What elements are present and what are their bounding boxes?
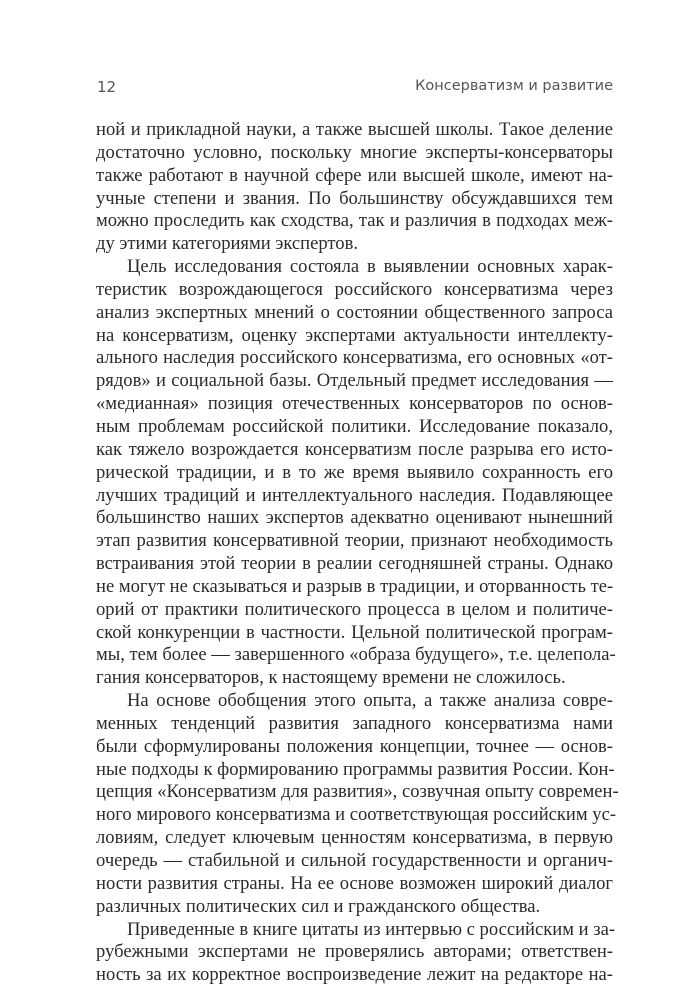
paragraph bbox=[96, 256, 616, 690]
text-line: учные степени и звания. По большинству обсуждавшихся тем bbox=[96, 187, 613, 209]
running-title: Консерватизм и развитие bbox=[415, 78, 613, 94]
text-line: также работают в научной сфере или высшей школе, имеют на- bbox=[96, 164, 613, 186]
text-line: На основе обобщения этого опыта, а также анализа совре- bbox=[127, 690, 613, 712]
text-line: ного мирового консерватизма и соответствующая российским ус- bbox=[96, 804, 617, 826]
paragraph bbox=[96, 690, 619, 918]
text-line: встраивания этой теории в реалии сегодняшней страны. Однако bbox=[96, 553, 613, 575]
page-number: 12 bbox=[97, 78, 117, 96]
text-line: «медианная» позиция отечественных консерваторов по основ- bbox=[96, 393, 613, 415]
paragraph bbox=[96, 119, 613, 256]
text-line: на консерватизм, оценку экспертами актуальности интеллекту- bbox=[96, 324, 613, 346]
text-line: рубежными экспертами не проверялись авторами; ответствен- bbox=[96, 941, 613, 963]
text-line: Цель исследования состояла в выявлении основных харак- bbox=[127, 256, 613, 278]
text-line: достаточно условно, поскольку многие эксперты-консерваторы bbox=[96, 141, 613, 163]
text-line: не могут не сказываться и разрыв в традиции, и оторванность те- bbox=[96, 575, 614, 597]
paragraph bbox=[96, 918, 616, 988]
text-line: были сформулированы положения концепции, точнее — основ- bbox=[96, 735, 613, 757]
text-line: большинство наших экспертов адекватно оценивают нынешний bbox=[96, 507, 613, 529]
text-line: этап развития консервативной теории, признают необходимость bbox=[96, 530, 613, 552]
text-line: как тяжело возрождается консерватизм после разрыва его исто- bbox=[96, 438, 613, 460]
text-line: ской конкуренции в частности. Цельной политической програм- bbox=[96, 621, 613, 643]
text-line: гания консерваторов, к настоящему времени не сложилось. bbox=[96, 667, 566, 689]
text-line: мы, тем более — завершенного «образа будущего», т.е. целепола- bbox=[96, 644, 616, 666]
text-line: ным проблемам российской политики. Исследование показало, bbox=[96, 415, 613, 437]
text-line: ной и прикладной науки, а также высшей школы. Такое деление bbox=[96, 119, 613, 140]
text-line: различных политических сил и гражданского общества. bbox=[96, 895, 541, 917]
text-line: теристик возрождающегося российского консерватизма через bbox=[96, 278, 613, 300]
text-line: очередь — стабильной и сильной государственности и органич- bbox=[96, 850, 613, 871]
text-line: цепция «Консерватизм для развития», созвучная опыту современ- bbox=[96, 781, 619, 803]
text-line: рядов» и социальной базы. Отдельный предмет исследования — bbox=[96, 370, 613, 392]
text-line: рической традиции, и в то же время выявило сохранность его bbox=[96, 461, 613, 483]
text-line: менных тенденций развития западного консерватизма нами bbox=[96, 712, 613, 734]
text-line: анализ экспертных мнений о состоянии общественного запроса bbox=[96, 301, 613, 323]
text-line: ности развития страны. На ее основе возможен широкий диалог bbox=[96, 872, 613, 894]
text-line: ального наследия российского консерватизма, его основных «от- bbox=[96, 347, 613, 369]
text-line: ду этими категориями экспертов. bbox=[96, 233, 359, 255]
text-line: орий от практики политического процесса в целом и политиче- bbox=[96, 598, 613, 620]
text-line: ность за их корректное воспроизведение лежит на редакторе на- bbox=[96, 964, 613, 986]
text-line: ные подходы к формированию программы развития России. Кон- bbox=[96, 758, 615, 780]
text-line: Приведенные в книге цитаты из интервью с российским и за- bbox=[127, 918, 616, 940]
text-line: можно проследить как сходства, так и различия в подходах меж- bbox=[96, 210, 613, 232]
text-line: лучших традиций и интеллектуального наследия. Подавляющее bbox=[96, 484, 613, 506]
body-text bbox=[96, 119, 619, 987]
text-line: ловиям, следует ключевым ценностям консерватизма, в первую bbox=[96, 827, 613, 849]
